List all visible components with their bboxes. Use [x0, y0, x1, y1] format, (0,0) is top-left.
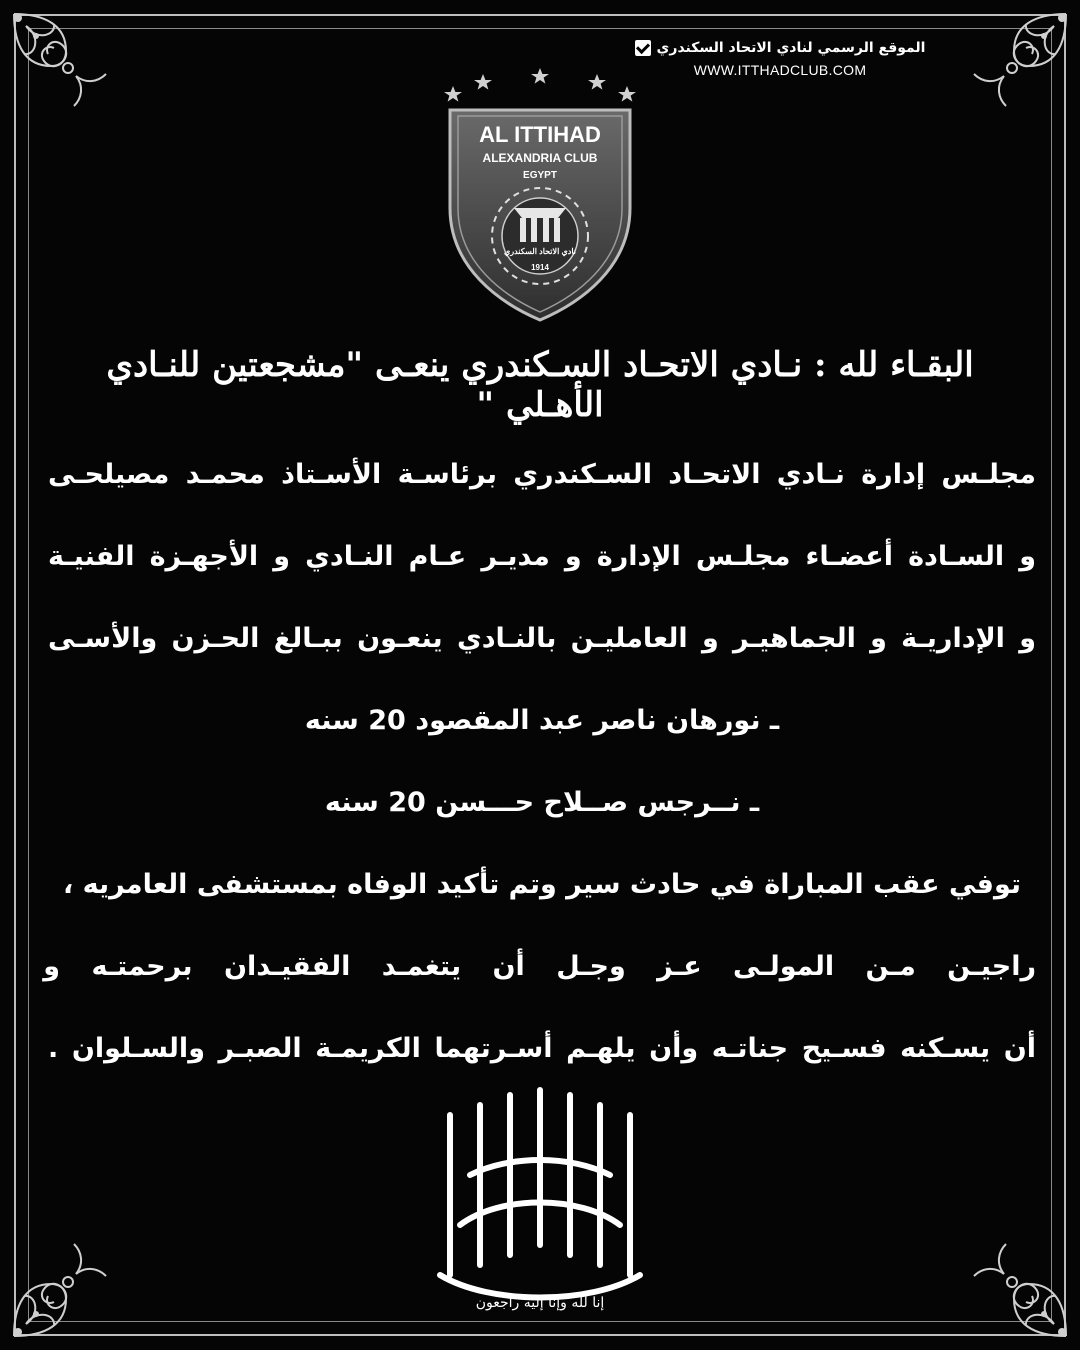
deceased-name-1: ـ نورهان ناصر عبد المقصود 20 سنه — [304, 705, 780, 736]
site-info — [610, 40, 950, 78]
star-icon — [444, 86, 462, 102]
official-site-text: الموقع الرسمي لنادي الاتحاد السكندري — [656, 40, 926, 56]
deceased-name-2: ـ نــرجس صــلاح حـــسن 20 سنه — [324, 787, 760, 818]
calligraphy-text: إنا لله وإنا إليه راجعون — [475, 1295, 605, 1311]
star-icon — [474, 74, 492, 90]
check-icon — [635, 40, 651, 56]
announcement-line: و الإداريـة و الجماهيـر و العامليـن بالنـادي ينعـون ببـالغ الحـزن والأسـى — [48, 623, 1036, 654]
announcement-line: و السـادة أعضـاء مجلـس الإدارة و مديـر عـام النـادي و الأجهـزة الفنيـة — [48, 541, 1036, 572]
star-icon — [531, 68, 549, 84]
star-icon — [618, 86, 636, 102]
announcement-line: مجلـس إدارة نـادي الاتحـاد السـكندري برئاسـة الأسـتاذ محمـد مصيلحـى — [48, 459, 1036, 490]
corner-ornament-top-left — [6, 6, 116, 116]
announcement-body — [43, 445, 1036, 1101]
club-logo — [440, 58, 640, 328]
announcement-title: البقـاء لله : نـادي الاتحـاد السـكندري ينعـى "مشجعتين للنـادي الأهـلي " — [106, 345, 974, 425]
corner-ornament-bottom-right — [964, 1234, 1074, 1344]
corner-ornament-bottom-left — [6, 1234, 116, 1344]
logo-name: AL ITTIHAD — [479, 122, 601, 147]
announcement-line: توفي عقب المباراة في حادث سير وتم تأكيد الوفاه بمستشفى العامريه ، — [62, 869, 1022, 900]
logo-stars — [444, 68, 636, 102]
calligraphy-emblem — [410, 1075, 670, 1315]
site-url[interactable]: WWW.ITTHADCLUB.COM — [693, 62, 867, 78]
logo-subtitle: ALEXANDRIA CLUB — [482, 151, 598, 165]
logo-year: 1914 — [531, 263, 549, 272]
logo-country: EGYPT — [523, 170, 557, 181]
logo-arabic-name: نادي الاتحاد السكندري — [503, 247, 577, 256]
star-icon — [588, 74, 606, 90]
announcement-line: أن يسـكنه فسـيح جناتـه وأن يلهـم أسـرتهما الكريمـة الصبـر والسـلوان . — [48, 1033, 1036, 1064]
official-site-label — [610, 40, 950, 56]
corner-ornament-top-right — [964, 6, 1074, 116]
announcement-line: راجيـن مـن المولـى عـز وجـل أن يتغمـد الفقيـدان برحمتـه و — [43, 951, 1036, 982]
